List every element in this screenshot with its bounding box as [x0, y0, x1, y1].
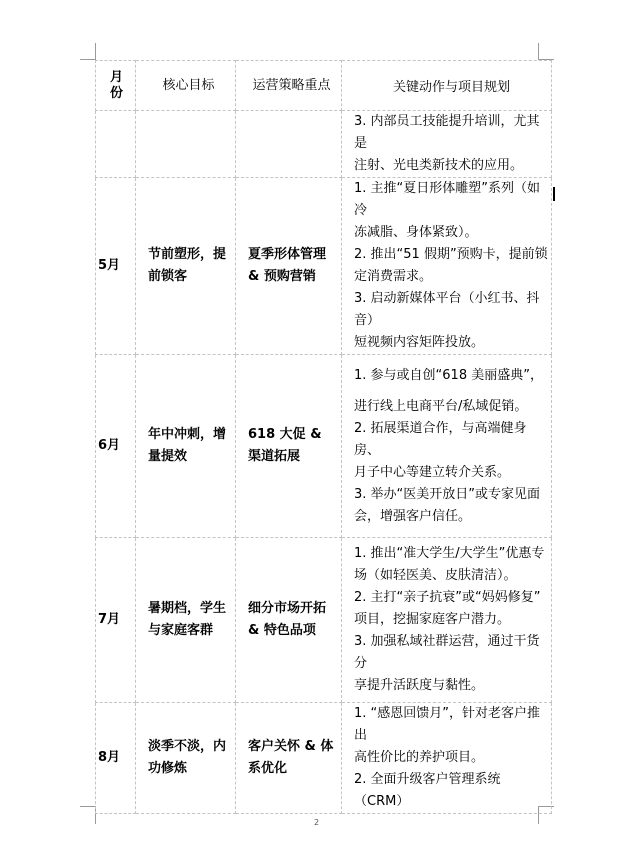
- actions-spacer: [354, 387, 549, 396]
- header-strategy-label: 运营策略重点: [252, 77, 331, 93]
- action-line: 1. “感恩回馈月”，针对老客户推出: [354, 706, 541, 743]
- table-row: [96, 703, 552, 814]
- table-row: [96, 111, 552, 178]
- action-line: 冻减脂、身体紧致）。: [354, 225, 478, 240]
- action-line: 项目，挖掘家庭客户潜力。: [354, 612, 511, 627]
- goal-text: 年中冲刺，增量提效: [148, 427, 227, 464]
- strategy-text: 618 大促 & 渠道拓展: [248, 427, 322, 464]
- actions-cell: [342, 178, 552, 355]
- strategy-text: 夏季形体管理 & 预购营销: [248, 247, 327, 284]
- strategy-cell: [236, 703, 342, 814]
- table-row: [96, 538, 552, 703]
- action-line: 会，增强客户信任。: [354, 508, 472, 524]
- action-line: 2. 主打“亲子抗衰”或“妈妈修复”: [354, 590, 541, 605]
- month-label: 8月: [98, 750, 121, 765]
- goal-cell: [136, 355, 236, 538]
- month-cell: [96, 703, 136, 814]
- actions-cell: [342, 538, 552, 703]
- action-line: 定消费需求。: [354, 269, 433, 284]
- goal-cell: [136, 178, 236, 355]
- page-number: 2: [313, 818, 320, 827]
- strategy-cell: [236, 538, 342, 703]
- crop-mark-bottom-left-h: [80, 806, 96, 807]
- month-cell: [96, 178, 136, 355]
- action-line: 2. 推出“51 假期”预购卡，提前锁: [354, 247, 548, 262]
- goal-cell: [136, 111, 236, 178]
- action-line: 短视频内容矩阵投放。: [354, 335, 485, 350]
- actions-cell: [342, 355, 552, 538]
- table-row: [96, 178, 552, 355]
- month-label: 7月: [98, 612, 121, 627]
- goal-cell: [136, 538, 236, 703]
- action-line: 1. 参与或自创“618 美丽盛典”，: [354, 367, 543, 383]
- action-line: 3. 内部员工技能提升培训，尤其是: [354, 114, 540, 151]
- table-header-row: [96, 61, 552, 111]
- actions-list: [342, 111, 551, 177]
- actions-list: [342, 543, 551, 697]
- actions-list: [342, 703, 551, 813]
- header-goal-label: 核心目标: [162, 77, 215, 93]
- operations-plan-table: [95, 60, 552, 814]
- goal-text: 暑期档，学生与家庭客群: [148, 601, 227, 638]
- actions-cell: [342, 703, 552, 814]
- action-line: 注射、光电类新技术的应用。: [354, 158, 524, 173]
- action-line: 进行线上电商平台/私域促销。: [354, 398, 528, 414]
- month-label: 6月: [98, 438, 121, 453]
- header-month-label: 月 份: [109, 69, 123, 101]
- action-line: 享提升活跃度与黏性。: [354, 678, 485, 693]
- action-line: 1. 推出“准大学生/大学生”优惠专: [354, 546, 545, 561]
- text-cursor: [553, 187, 555, 201]
- month-cell: [96, 355, 136, 538]
- actions-list: [342, 178, 551, 354]
- action-line: 2. 拓展渠道合作，与高端健身房、: [354, 420, 527, 458]
- header-goal: [136, 61, 236, 111]
- goal-cell: [136, 703, 236, 814]
- strategy-text: 细分市场开拓 & 特色品项: [248, 601, 327, 638]
- action-line: 月子中心等建立转介关系。: [354, 464, 511, 480]
- action-line: 场（如轻医美、皮肤清洁）。: [354, 568, 517, 583]
- strategy-text: 客户关怀 & 体系优化: [248, 739, 334, 776]
- strategy-cell: [236, 178, 342, 355]
- header-actions: [342, 61, 552, 111]
- action-line: 高性价比的养护项目。: [354, 750, 485, 765]
- crop-mark-top-left-h: [80, 59, 96, 60]
- header-strategy: [236, 61, 342, 111]
- crop-mark-top-left-v: [95, 43, 96, 59]
- action-line: 2. 全面升级客户管理系统（CRM）: [354, 772, 501, 809]
- month-cell: [96, 111, 136, 178]
- strategy-cell: [236, 111, 342, 178]
- goal-text: 节前塑形，提前锁客: [148, 247, 227, 284]
- month-cell: [96, 538, 136, 703]
- crop-mark-top-right-v: [538, 43, 539, 59]
- actions-list: [342, 365, 551, 528]
- header-actions-label: 关键动作与项目规划: [392, 80, 510, 95]
- month-label: 5月: [98, 258, 121, 273]
- action-line: 3. 举办“医美开放日”或专家见面: [354, 486, 541, 502]
- goal-text: 淡季不淡，内功修炼: [148, 739, 227, 776]
- header-month: [96, 61, 136, 111]
- action-line: 1. 主推“夏日形体雕塑”系列（如冷: [354, 181, 541, 218]
- actions-cell: [342, 111, 552, 178]
- action-line: 3. 启动新媒体平台（小红书、抖音）: [354, 291, 540, 328]
- table-row: [96, 355, 552, 538]
- action-line: 3. 加强私域社群运营，通过干货分: [354, 634, 540, 671]
- strategy-cell: [236, 355, 342, 538]
